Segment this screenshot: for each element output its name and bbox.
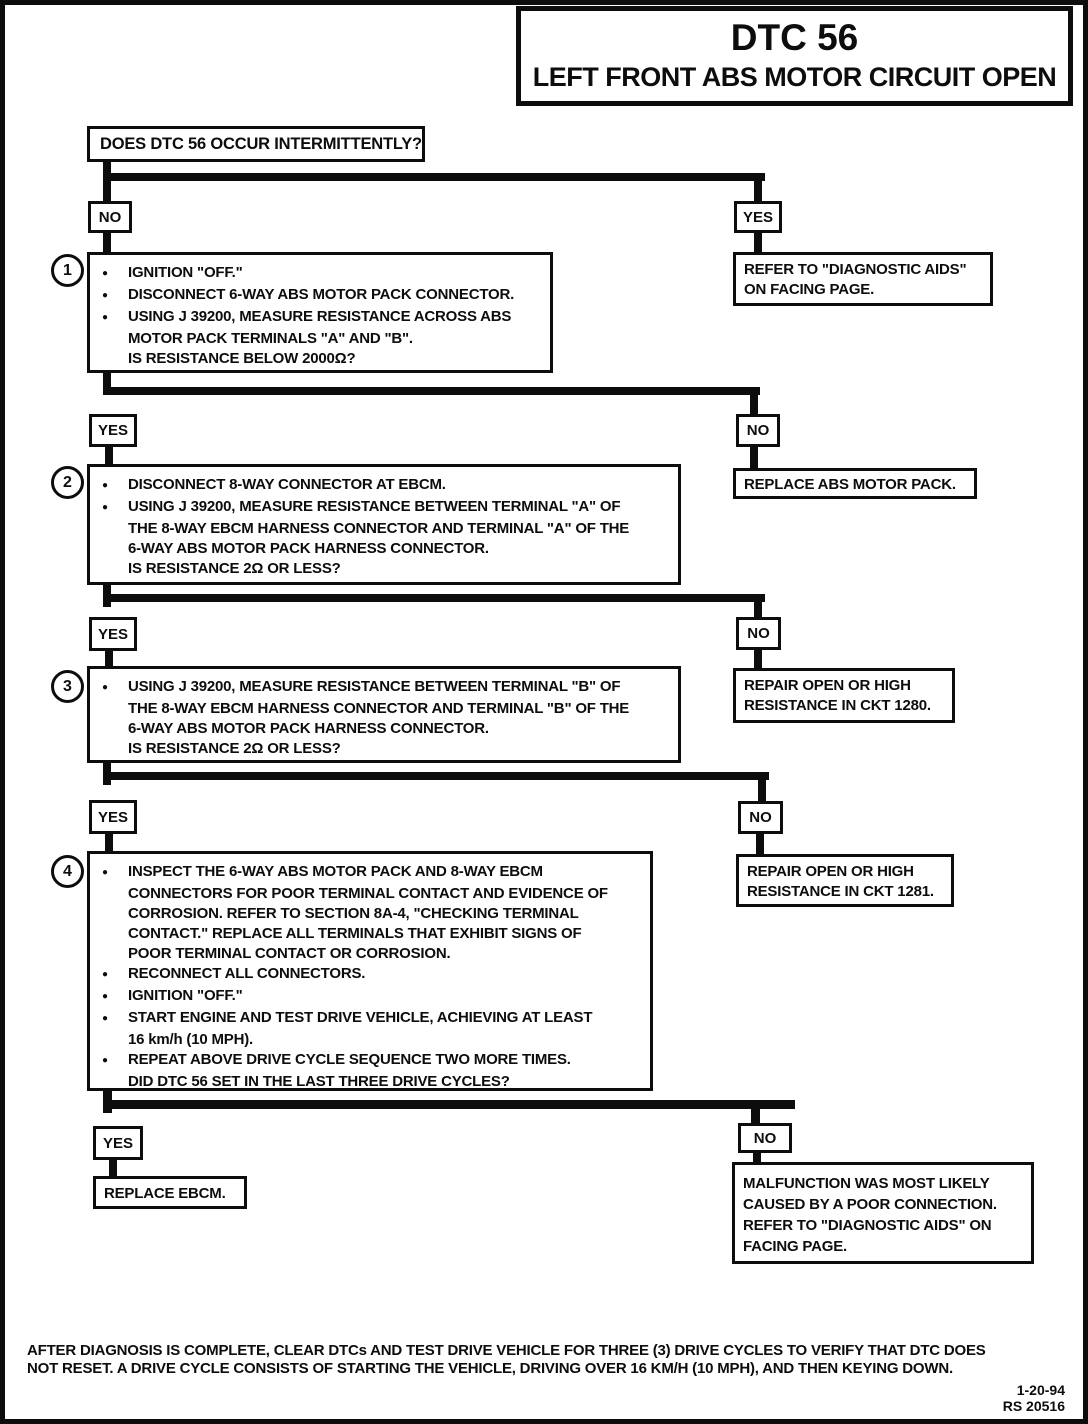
step-item: [100, 986, 642, 1008]
step-item-text: IGNITION "OFF.": [128, 987, 243, 1004]
branch2-yes-box: [89, 414, 137, 447]
dtc-subtitle: LEFT FRONT ABS MOTOR CIRCUIT OPEN: [532, 62, 1057, 92]
step-item: [100, 559, 670, 579]
step1-number: [51, 254, 84, 287]
connector-line: [103, 387, 760, 395]
step-item: [100, 719, 670, 739]
connector-line: [754, 650, 762, 668]
yes-label: YES: [97, 625, 128, 643]
step3-number-text: 3: [63, 677, 72, 695]
outcome-text: MALFUNCTION WAS MOST LIKELY: [743, 1175, 990, 1192]
step-item: [100, 964, 642, 986]
replace-motor-pack-box: [733, 468, 977, 499]
indent-spacer: [100, 739, 128, 759]
bullet-icon: [100, 1008, 128, 1030]
indent-spacer: [100, 349, 128, 369]
bullet-icon: [100, 1050, 128, 1072]
repair-ckt-1280-box: [733, 668, 955, 723]
connector-line: [103, 594, 765, 602]
step-item-text: CORROSION. REFER TO SECTION 8A-4, "CHECKING TERMINAL: [128, 905, 579, 922]
step-item: [100, 519, 670, 539]
step-item: [100, 475, 670, 497]
branch2-no-box: [736, 414, 780, 447]
step-item: [100, 739, 670, 759]
step-item-text: DISCONNECT 8-WAY CONNECTOR AT EBCM.: [128, 476, 446, 493]
outcome-text: ON FACING PAGE.: [744, 281, 875, 298]
step2-number-text: 2: [63, 473, 72, 491]
step-item: [100, 677, 670, 699]
connector-line: [103, 772, 769, 780]
step3-box: [87, 666, 681, 763]
step-item: [100, 944, 642, 964]
bullet-icon: [100, 307, 128, 329]
step-item-text: IS RESISTANCE 2Ω OR LESS?: [128, 560, 341, 577]
footer-note: [27, 1342, 1047, 1377]
branch3-no-box: [736, 617, 781, 650]
step-item-text: DID DTC 56 SET IN THE LAST THREE DRIVE CYCLES?: [128, 1073, 510, 1090]
connector-line: [109, 1160, 117, 1177]
bullet-icon: [100, 986, 128, 1008]
step1-box: [87, 252, 553, 373]
outcome-text: RESISTANCE IN CKT 1281.: [747, 883, 934, 900]
connector-line: [750, 447, 758, 468]
footer-note-line: NOT RESET. A DRIVE CYCLE CONSISTS OF STARTING THE VEHICLE, DRIVING OVER 16 KM/H (10 MPH), AND THEN KEYING DOWN.: [27, 1359, 953, 1377]
branch5-no-box: [738, 1123, 792, 1153]
step-item: [100, 699, 670, 719]
step-item-text: CONTACT." REPLACE ALL TERMINALS THAT EXHIBIT SIGNS OF: [128, 925, 582, 942]
step-item: [100, 1008, 642, 1030]
step-item-text: IS RESISTANCE 2Ω OR LESS?: [128, 740, 341, 757]
step3-number: [51, 670, 84, 703]
step-item-text: RECONNECT ALL CONNECTORS.: [128, 965, 366, 982]
outcome-text: RESISTANCE IN CKT 1280.: [744, 697, 931, 714]
bullet-icon: [100, 964, 128, 986]
yes-label: YES: [97, 808, 128, 826]
step-item-text: CONNECTORS FOR POOR TERMINAL CONTACT AND EVIDENCE OF: [128, 885, 608, 902]
step-item-text: IGNITION "OFF.": [128, 264, 243, 281]
start-question-text: DOES DTC 56 OCCUR INTERMITTENTLY?: [100, 134, 422, 153]
connector-line: [750, 387, 758, 415]
outcome-text: FACING PAGE.: [743, 1238, 847, 1255]
yes-label: YES: [742, 208, 773, 226]
branch4-yes-box: [89, 800, 137, 834]
indent-spacer: [100, 519, 128, 539]
branch5-yes-box: [93, 1126, 143, 1160]
connector-line: [754, 594, 762, 618]
step-item-text: USING J 39200, MEASURE RESISTANCE BETWEEN TERMINAL "A" OF: [128, 498, 621, 515]
step2-box: [87, 464, 681, 585]
revision-date: 1-20-94: [1016, 1382, 1065, 1398]
outcome-text: REPLACE EBCM.: [104, 1185, 226, 1202]
connector-line: [754, 173, 762, 202]
outcome-text: REFER TO "DIAGNOSTIC AIDS": [744, 261, 967, 278]
indent-spacer: [100, 719, 128, 739]
connector-line: [758, 772, 766, 801]
malfunction-box: [732, 1162, 1034, 1264]
yes-label: YES: [97, 422, 128, 439]
step-item: [100, 349, 542, 369]
footer-note-line: AFTER DIAGNOSIS IS COMPLETE, CLEAR DTCs AND TEST DRIVE VEHICLE FOR THREE (3) DRIVE CYCLES TO VERIFY THAT DTC DOES: [27, 1342, 986, 1359]
outcome-text: REPAIR OPEN OR HIGH: [744, 677, 911, 694]
connector-line: [105, 651, 113, 666]
yes-label: YES: [102, 1134, 133, 1152]
branch1-yes-box: [734, 201, 782, 233]
step4-number: [51, 855, 84, 888]
step-item-text: POOR TERMINAL CONTACT OR CORROSION.: [128, 945, 451, 962]
branch3-yes-box: [89, 617, 137, 651]
indent-spacer: [100, 539, 128, 559]
branch4-no-box: [738, 801, 783, 834]
step-item: [100, 1050, 642, 1072]
no-label: NO: [747, 625, 770, 642]
connector-line: [754, 233, 762, 252]
indent-spacer: [100, 699, 128, 719]
indent-spacer: [100, 1030, 128, 1050]
outcome-text: REPAIR OPEN OR HIGH: [747, 863, 914, 880]
connector-line: [756, 834, 764, 854]
step-item-text: 16 km/h (10 MPH).: [128, 1031, 253, 1048]
step-item: [100, 904, 642, 924]
step-item-text: USING J 39200, MEASURE RESISTANCE ACROSS ABS: [128, 308, 512, 325]
outcome-text: CAUSED BY A POOR CONNECTION.: [743, 1196, 997, 1213]
step-item-text: DISCONNECT 6-WAY ABS MOTOR PACK CONNECTOR.: [128, 286, 515, 303]
step-item-text: USING J 39200, MEASURE RESISTANCE BETWEEN TERMINAL "B" OF: [128, 678, 621, 695]
step-item-text: REPEAT ABOVE DRIVE CYCLE SEQUENCE TWO MORE TIMES.: [128, 1051, 571, 1068]
step2-number: [51, 466, 84, 499]
step-item: [100, 862, 642, 884]
dtc-title: DTC 56: [730, 17, 859, 58]
branch1-no-box: [88, 201, 132, 233]
step-item: [100, 497, 670, 519]
bullet-icon: [100, 475, 128, 497]
step-item-text: THE 8-WAY EBCM HARNESS CONNECTOR AND TERMINAL "B" OF THE: [128, 700, 630, 717]
step-item-text: START ENGINE AND TEST DRIVE VEHICLE, ACHIEVING AT LEAST: [128, 1009, 593, 1026]
step-item-text: THE 8-WAY EBCM HARNESS CONNECTOR AND TERMINAL "A" OF THE: [128, 520, 630, 537]
connector-line: [105, 834, 113, 851]
step-item: [100, 329, 542, 349]
step4-box: [87, 851, 653, 1091]
step-item-text: 6-WAY ABS MOTOR PACK HARNESS CONNECTOR.: [128, 540, 489, 557]
step-item: [100, 263, 542, 285]
no-label: NO: [746, 422, 770, 439]
step1-number-text: 1: [63, 261, 72, 279]
connector-line: [103, 173, 765, 181]
bullet-icon: [100, 285, 128, 307]
bullet-icon: [100, 263, 128, 285]
outcome-text: REPLACE ABS MOTOR PACK.: [744, 476, 956, 493]
step-item: [100, 884, 642, 904]
title-box: [516, 6, 1073, 106]
indent-spacer: [100, 884, 128, 904]
outcome-text: REFER TO "DIAGNOSTIC AIDS" ON: [743, 1217, 992, 1234]
no-label: NO: [98, 208, 122, 226]
step-item-text: MOTOR PACK TERMINALS "A" AND "B".: [128, 330, 413, 347]
indent-spacer: [100, 924, 128, 944]
connector-line: [751, 1100, 760, 1124]
indent-spacer: [100, 1072, 128, 1092]
bullet-icon: [100, 677, 128, 699]
connector-line: [103, 233, 111, 252]
no-label: NO: [753, 1129, 777, 1147]
reference-number: RS 20516: [1002, 1398, 1065, 1414]
step-item: [100, 924, 642, 944]
step-item: [100, 1072, 642, 1092]
indent-spacer: [100, 904, 128, 924]
no-label: NO: [749, 809, 772, 826]
indent-spacer: [100, 329, 128, 349]
bullet-icon: [100, 862, 128, 884]
step-item: [100, 307, 542, 329]
bullet-icon: [100, 497, 128, 519]
step-item-text: 6-WAY ABS MOTOR PACK HARNESS CONNECTOR.: [128, 720, 489, 737]
footer-stamp: [945, 1382, 1065, 1414]
replace-ebcm-box: [93, 1176, 247, 1209]
indent-spacer: [100, 944, 128, 964]
step4-number-text: 4: [63, 862, 72, 880]
connector-line: [105, 447, 113, 464]
step-item: [100, 539, 670, 559]
step-item-text: INSPECT THE 6-WAY ABS MOTOR PACK AND 8-WAY EBCM: [128, 863, 543, 880]
repair-ckt-1281-box: [736, 854, 954, 907]
step-item: [100, 1030, 642, 1050]
start-question-box: [87, 126, 425, 162]
connector-line: [103, 162, 111, 202]
step-item: [100, 285, 542, 307]
step-item-text: IS RESISTANCE BELOW 2000Ω?: [128, 350, 356, 367]
indent-spacer: [100, 559, 128, 579]
connector-line: [103, 1100, 795, 1109]
refer-diagnostic-aids-box: [733, 252, 993, 306]
